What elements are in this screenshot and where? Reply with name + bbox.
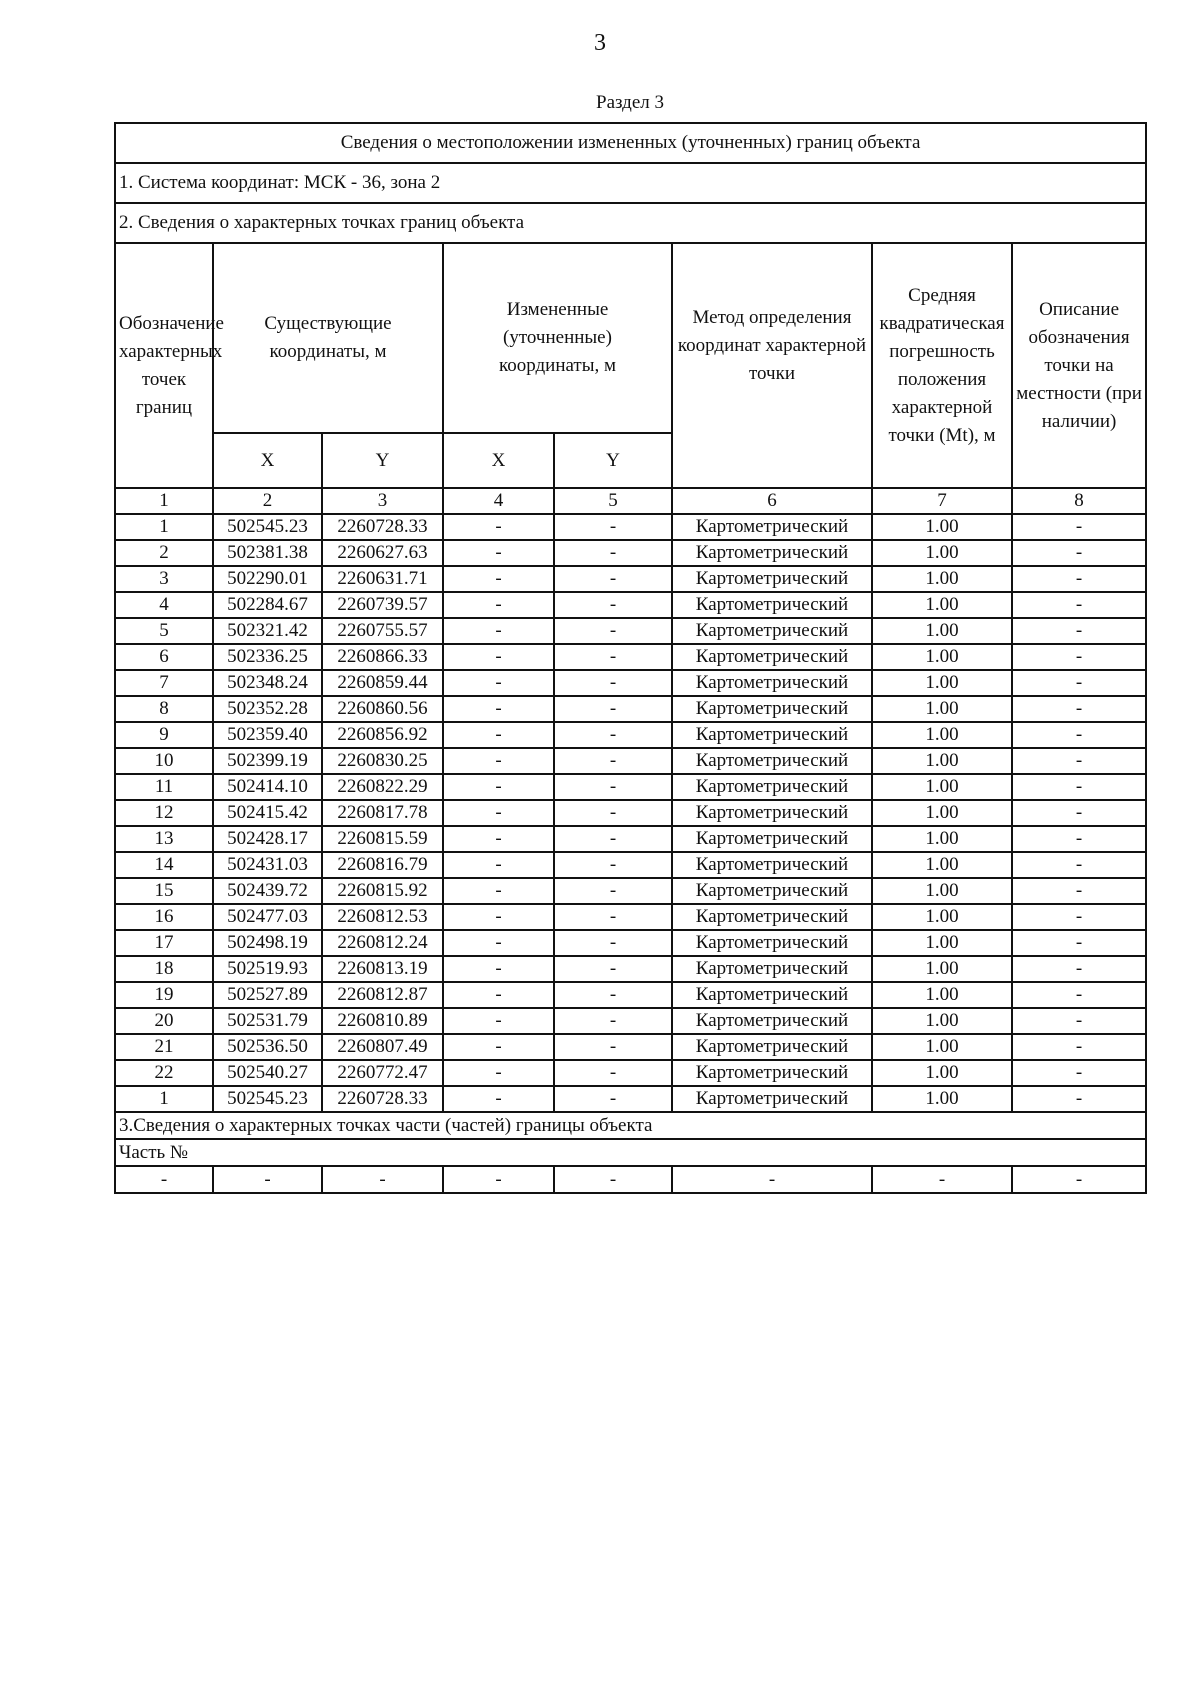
- method-cell: Картометрический: [672, 1086, 872, 1112]
- changed-x-cell: -: [443, 540, 554, 566]
- changed-x-cell: -: [443, 1008, 554, 1034]
- point-id-cell: 10: [115, 748, 213, 774]
- header-point-designation: Обозначение характерных точек границ: [115, 243, 213, 488]
- header-existing-y: Y: [322, 433, 443, 488]
- mean-error-cell: 1.00: [872, 514, 1012, 540]
- changed-y-cell: -: [554, 670, 672, 696]
- description-cell: -: [1012, 722, 1146, 748]
- existing-x-cell: 502321.42: [213, 618, 322, 644]
- existing-x-cell: 502536.50: [213, 1034, 322, 1060]
- header-method: Метод определения координат характерной точки: [672, 243, 872, 488]
- existing-y-cell: 2260815.59: [322, 826, 443, 852]
- point-id-cell: 15: [115, 878, 213, 904]
- changed-x-cell: -: [443, 852, 554, 878]
- method-cell: Картометрический: [672, 696, 872, 722]
- part-number-label: Часть №: [115, 1139, 1146, 1166]
- section-title: Раздел 3: [596, 92, 664, 113]
- column-number-cell: 4: [443, 488, 554, 514]
- mean-error-cell: 1.00: [872, 722, 1012, 748]
- mean-error-cell: 1.00: [872, 592, 1012, 618]
- method-cell: Картометрический: [672, 878, 872, 904]
- existing-y-cell: 2260856.92: [322, 722, 443, 748]
- point-id-cell: 2: [115, 540, 213, 566]
- point-id-cell: 8: [115, 696, 213, 722]
- description-cell: -: [1012, 826, 1146, 852]
- table-row: [115, 566, 1146, 592]
- existing-x-cell: 502527.89: [213, 982, 322, 1008]
- header-changed-x: X: [443, 433, 554, 488]
- changed-y-cell: -: [554, 878, 672, 904]
- existing-y-cell: 2260817.78: [322, 800, 443, 826]
- changed-y-cell: -: [554, 696, 672, 722]
- existing-x-cell: 502519.93: [213, 956, 322, 982]
- point-id-cell: 4: [115, 592, 213, 618]
- changed-y-cell: -: [554, 1008, 672, 1034]
- method-cell: Картометрический: [672, 852, 872, 878]
- part-cell: -: [443, 1166, 554, 1193]
- mean-error-cell: 1.00: [872, 878, 1012, 904]
- table-row: [115, 644, 1146, 670]
- existing-x-cell: 502290.01: [213, 566, 322, 592]
- changed-y-cell: -: [554, 956, 672, 982]
- changed-x-cell: -: [443, 644, 554, 670]
- changed-y-cell: -: [554, 930, 672, 956]
- method-cell: Картометрический: [672, 722, 872, 748]
- existing-x-cell: 502498.19: [213, 930, 322, 956]
- method-cell: Картометрический: [672, 566, 872, 592]
- column-number-cell: 2: [213, 488, 322, 514]
- changed-y-cell: -: [554, 904, 672, 930]
- method-cell: Картометрический: [672, 774, 872, 800]
- method-cell: Картометрический: [672, 1034, 872, 1060]
- point-id-cell: 18: [115, 956, 213, 982]
- table-title: Сведения о местоположении измененных (уточненных) границ объекта: [115, 123, 1146, 163]
- changed-x-cell: -: [443, 1086, 554, 1112]
- mean-error-cell: 1.00: [872, 904, 1012, 930]
- changed-y-cell: -: [554, 1034, 672, 1060]
- point-id-cell: 20: [115, 1008, 213, 1034]
- changed-x-cell: -: [443, 800, 554, 826]
- existing-y-cell: 2260859.44: [322, 670, 443, 696]
- point-id-cell: 19: [115, 982, 213, 1008]
- description-cell: -: [1012, 670, 1146, 696]
- coordinate-system: 1. Система координат: МСК - 36, зона 2: [115, 163, 1146, 203]
- point-id-cell: 7: [115, 670, 213, 696]
- part-cell: -: [213, 1166, 322, 1193]
- existing-y-cell: 2260728.33: [322, 514, 443, 540]
- description-cell: -: [1012, 1086, 1146, 1112]
- table-row: [115, 722, 1146, 748]
- points-heading: 2. Сведения о характерных точках границ объекта: [115, 203, 1146, 243]
- method-cell: Картометрический: [672, 1008, 872, 1034]
- existing-y-cell: 2260739.57: [322, 592, 443, 618]
- changed-x-cell: -: [443, 1060, 554, 1086]
- method-cell: Картометрический: [672, 514, 872, 540]
- method-cell: Картометрический: [672, 540, 872, 566]
- changed-x-cell: -: [443, 514, 554, 540]
- existing-x-cell: 502540.27: [213, 1060, 322, 1086]
- changed-y-cell: -: [554, 1086, 672, 1112]
- header-mean-error: Средняя квадратическая погрешность положения характерной точки (Mt), м: [872, 243, 1012, 488]
- table-row: [115, 878, 1146, 904]
- point-id-cell: 16: [115, 904, 213, 930]
- changed-x-cell: -: [443, 566, 554, 592]
- part-cell: -: [1012, 1166, 1146, 1193]
- existing-x-cell: 502359.40: [213, 722, 322, 748]
- description-cell: -: [1012, 956, 1146, 982]
- existing-x-cell: 502477.03: [213, 904, 322, 930]
- existing-y-cell: 2260812.53: [322, 904, 443, 930]
- point-id-cell: 21: [115, 1034, 213, 1060]
- method-cell: Картометрический: [672, 930, 872, 956]
- mean-error-cell: 1.00: [872, 826, 1012, 852]
- header-existing-x: X: [213, 433, 322, 488]
- mean-error-cell: 1.00: [872, 670, 1012, 696]
- description-cell: -: [1012, 774, 1146, 800]
- table-row: [115, 1060, 1146, 1086]
- point-id-cell: 17: [115, 930, 213, 956]
- description-cell: -: [1012, 514, 1146, 540]
- table-row: [115, 670, 1146, 696]
- changed-y-cell: -: [554, 592, 672, 618]
- table-row: [115, 696, 1146, 722]
- existing-y-cell: 2260755.57: [322, 618, 443, 644]
- point-id-cell: 22: [115, 1060, 213, 1086]
- table-row: [115, 852, 1146, 878]
- changed-x-cell: -: [443, 826, 554, 852]
- header-description: Описание обозначения точки на местности (при наличии): [1012, 243, 1146, 488]
- existing-x-cell: 502414.10: [213, 774, 322, 800]
- method-cell: Картометрический: [672, 592, 872, 618]
- table-row: [115, 904, 1146, 930]
- changed-y-cell: -: [554, 774, 672, 800]
- description-cell: -: [1012, 930, 1146, 956]
- existing-x-cell: 502415.42: [213, 800, 322, 826]
- column-number-cell: 6: [672, 488, 872, 514]
- mean-error-cell: 1.00: [872, 956, 1012, 982]
- part-cell: -: [872, 1166, 1012, 1193]
- point-id-cell: 12: [115, 800, 213, 826]
- mean-error-cell: 1.00: [872, 982, 1012, 1008]
- table-row: [115, 956, 1146, 982]
- method-cell: Картометрический: [672, 644, 872, 670]
- changed-x-cell: -: [443, 696, 554, 722]
- mean-error-cell: 1.00: [872, 852, 1012, 878]
- description-cell: -: [1012, 904, 1146, 930]
- description-cell: -: [1012, 696, 1146, 722]
- point-id-cell: 6: [115, 644, 213, 670]
- method-cell: Картометрический: [672, 982, 872, 1008]
- description-cell: -: [1012, 800, 1146, 826]
- changed-y-cell: -: [554, 514, 672, 540]
- mean-error-cell: 1.00: [872, 1086, 1012, 1112]
- method-cell: Картометрический: [672, 800, 872, 826]
- column-number-cell: 8: [1012, 488, 1146, 514]
- changed-x-cell: -: [443, 670, 554, 696]
- changed-y-cell: -: [554, 852, 672, 878]
- existing-y-cell: 2260816.79: [322, 852, 443, 878]
- column-number-cell: 5: [554, 488, 672, 514]
- description-cell: -: [1012, 540, 1146, 566]
- method-cell: Картометрический: [672, 956, 872, 982]
- mean-error-cell: 1.00: [872, 566, 1012, 592]
- mean-error-cell: 1.00: [872, 540, 1012, 566]
- column-number-cell: 3: [322, 488, 443, 514]
- changed-y-cell: -: [554, 566, 672, 592]
- changed-y-cell: -: [554, 1060, 672, 1086]
- table-row: [115, 540, 1146, 566]
- existing-y-cell: 2260822.29: [322, 774, 443, 800]
- mean-error-cell: 1.00: [872, 644, 1012, 670]
- existing-x-cell: 502336.25: [213, 644, 322, 670]
- table-row: [115, 514, 1146, 540]
- method-cell: Картометрический: [672, 826, 872, 852]
- table-row: [115, 1008, 1146, 1034]
- existing-y-cell: 2260728.33: [322, 1086, 443, 1112]
- existing-x-cell: 502352.28: [213, 696, 322, 722]
- point-id-cell: 14: [115, 852, 213, 878]
- header-changed-y: Y: [554, 433, 672, 488]
- description-cell: -: [1012, 644, 1146, 670]
- point-id-cell: 5: [115, 618, 213, 644]
- table-row: [115, 774, 1146, 800]
- changed-y-cell: -: [554, 722, 672, 748]
- existing-x-cell: 502545.23: [213, 514, 322, 540]
- point-id-cell: 1: [115, 514, 213, 540]
- changed-x-cell: -: [443, 930, 554, 956]
- existing-y-cell: 2260627.63: [322, 540, 443, 566]
- existing-y-cell: 2260860.56: [322, 696, 443, 722]
- existing-x-cell: 502439.72: [213, 878, 322, 904]
- changed-x-cell: -: [443, 1034, 554, 1060]
- method-cell: Картометрический: [672, 618, 872, 644]
- changed-x-cell: -: [443, 592, 554, 618]
- existing-x-cell: 502531.79: [213, 1008, 322, 1034]
- table-row: [115, 930, 1146, 956]
- description-cell: -: [1012, 592, 1146, 618]
- description-cell: -: [1012, 1034, 1146, 1060]
- point-id-cell: 13: [115, 826, 213, 852]
- changed-x-cell: -: [443, 748, 554, 774]
- changed-y-cell: -: [554, 982, 672, 1008]
- header-existing-coords: Существующие координаты, м: [213, 243, 443, 433]
- method-cell: Картометрический: [672, 748, 872, 774]
- changed-y-cell: -: [554, 800, 672, 826]
- mean-error-cell: 1.00: [872, 1034, 1012, 1060]
- boundary-points-table: [114, 122, 1147, 1194]
- point-id-cell: 3: [115, 566, 213, 592]
- changed-y-cell: -: [554, 618, 672, 644]
- table-row: [115, 592, 1146, 618]
- existing-x-cell: 502381.38: [213, 540, 322, 566]
- mean-error-cell: 1.00: [872, 930, 1012, 956]
- existing-y-cell: 2260815.92: [322, 878, 443, 904]
- existing-x-cell: 502348.24: [213, 670, 322, 696]
- existing-y-cell: 2260810.89: [322, 1008, 443, 1034]
- column-numbers-row: [115, 488, 1146, 514]
- changed-x-cell: -: [443, 982, 554, 1008]
- table-row: [115, 1086, 1146, 1112]
- method-cell: Картометрический: [672, 1060, 872, 1086]
- existing-x-cell: 502545.23: [213, 1086, 322, 1112]
- part-cell: -: [322, 1166, 443, 1193]
- changed-x-cell: -: [443, 878, 554, 904]
- description-cell: -: [1012, 982, 1146, 1008]
- existing-y-cell: 2260807.49: [322, 1034, 443, 1060]
- part-cell: -: [554, 1166, 672, 1193]
- description-cell: -: [1012, 618, 1146, 644]
- existing-y-cell: 2260812.87: [322, 982, 443, 1008]
- table-row: [115, 800, 1146, 826]
- header-changed-coords: Измененные (уточненные) координаты, м: [443, 243, 672, 433]
- existing-y-cell: 2260812.24: [322, 930, 443, 956]
- existing-y-cell: 2260631.71: [322, 566, 443, 592]
- mean-error-cell: 1.00: [872, 800, 1012, 826]
- changed-y-cell: -: [554, 540, 672, 566]
- mean-error-cell: 1.00: [872, 774, 1012, 800]
- parts-heading: 3.Сведения о характерных точках части (частей) границы объекта: [115, 1112, 1146, 1139]
- changed-x-cell: -: [443, 722, 554, 748]
- column-number-cell: 7: [872, 488, 1012, 514]
- part-cell: -: [115, 1166, 213, 1193]
- method-cell: Картометрический: [672, 670, 872, 696]
- mean-error-cell: 1.00: [872, 1008, 1012, 1034]
- method-cell: Картометрический: [672, 904, 872, 930]
- point-id-cell: 11: [115, 774, 213, 800]
- description-cell: -: [1012, 748, 1146, 774]
- table-row: [115, 1034, 1146, 1060]
- existing-y-cell: 2260772.47: [322, 1060, 443, 1086]
- table-row: [115, 748, 1146, 774]
- changed-x-cell: -: [443, 618, 554, 644]
- point-id-cell: 1: [115, 1086, 213, 1112]
- description-cell: -: [1012, 852, 1146, 878]
- point-id-cell: 9: [115, 722, 213, 748]
- mean-error-cell: 1.00: [872, 748, 1012, 774]
- changed-x-cell: -: [443, 774, 554, 800]
- description-cell: -: [1012, 878, 1146, 904]
- existing-y-cell: 2260866.33: [322, 644, 443, 670]
- table-row: [115, 826, 1146, 852]
- existing-x-cell: 502284.67: [213, 592, 322, 618]
- part-row: [115, 1166, 1146, 1193]
- mean-error-cell: 1.00: [872, 1060, 1012, 1086]
- table-row: [115, 982, 1146, 1008]
- existing-y-cell: 2260813.19: [322, 956, 443, 982]
- mean-error-cell: 1.00: [872, 696, 1012, 722]
- part-cell: -: [672, 1166, 872, 1193]
- description-cell: -: [1012, 1008, 1146, 1034]
- existing-x-cell: 502399.19: [213, 748, 322, 774]
- existing-x-cell: 502428.17: [213, 826, 322, 852]
- changed-y-cell: -: [554, 644, 672, 670]
- changed-x-cell: -: [443, 956, 554, 982]
- changed-y-cell: -: [554, 826, 672, 852]
- changed-y-cell: -: [554, 748, 672, 774]
- mean-error-cell: 1.00: [872, 618, 1012, 644]
- existing-x-cell: 502431.03: [213, 852, 322, 878]
- changed-x-cell: -: [443, 904, 554, 930]
- description-cell: -: [1012, 1060, 1146, 1086]
- column-number-cell: 1: [115, 488, 213, 514]
- description-cell: -: [1012, 566, 1146, 592]
- page-number: 3: [594, 30, 606, 56]
- table-row: [115, 618, 1146, 644]
- existing-y-cell: 2260830.25: [322, 748, 443, 774]
